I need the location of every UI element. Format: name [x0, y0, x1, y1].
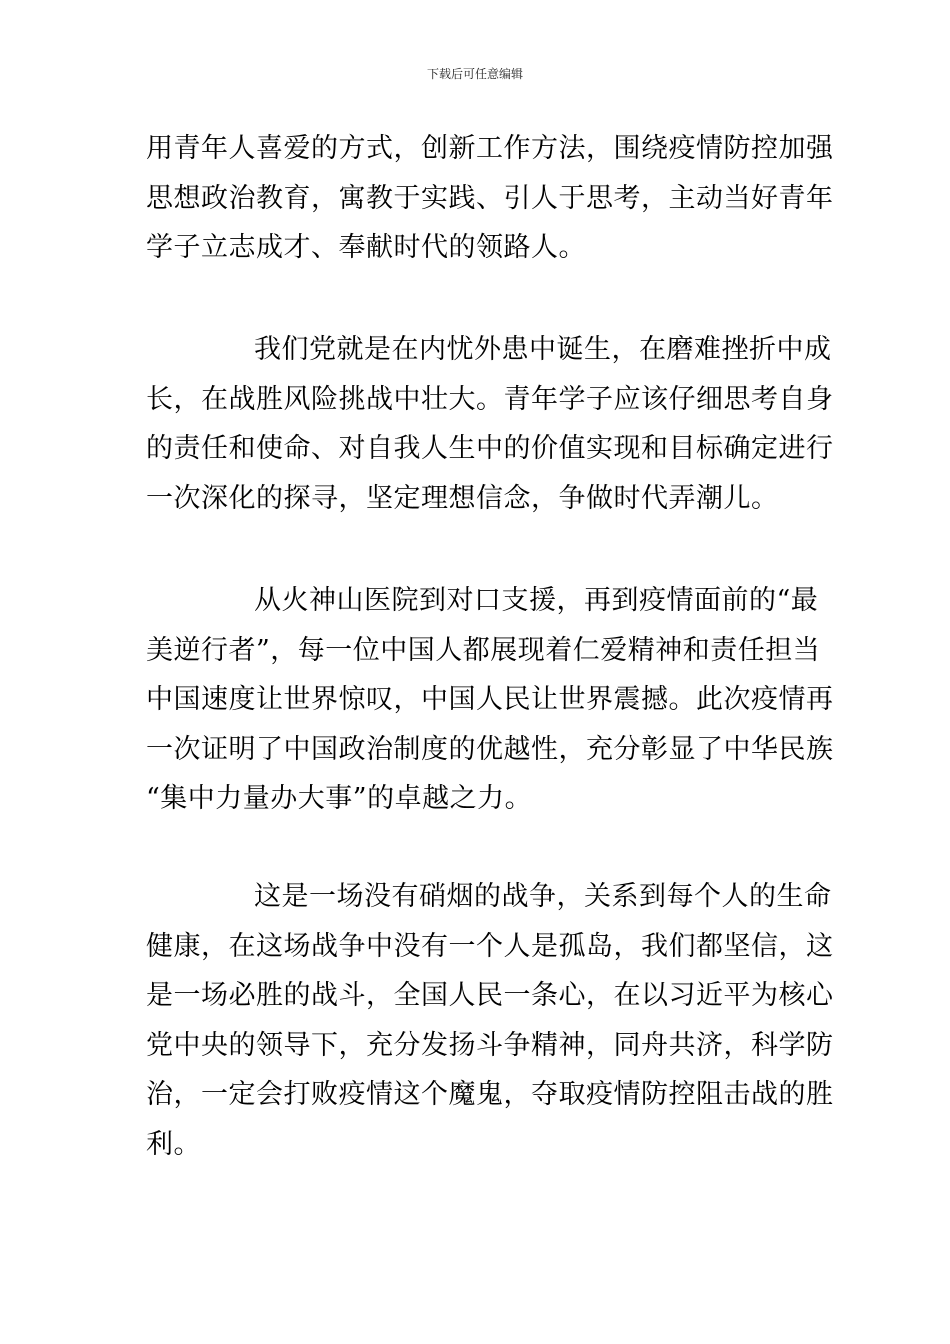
paragraph-line: 长，在战胜风险挑战中壮大。青年学子应该仔细思考自身	[146, 383, 834, 415]
paragraph-line: 用青年人喜爱的方式，创新工作方法，围绕疫情防控加强	[146, 133, 834, 164]
paragraph-line: 是一场必胜的战斗，全国人民一条心，在以习近平为核心	[146, 980, 834, 1011]
paragraph-line: 一次证明了中国政治制度的优越性，充分彰显了中华民族	[146, 733, 834, 765]
paragraph-line: 美逆行者”，每一位中国人都展现着仁爱精神和责任担当	[146, 634, 821, 666]
paragraph-3	[146, 576, 834, 824]
paragraph-line: 利。	[146, 1128, 201, 1160]
paragraph-line: 健康，在这场战争中没有一个人是孤岛，我们都坚信，这	[146, 930, 834, 962]
paragraph-line: 一次深化的探寻，坚定理想信念，争做时代弄潮儿。	[146, 482, 779, 514]
paragraph-line: 思想政治教育，寓教于实践、引人于思考，主动当好青年	[146, 182, 834, 214]
paragraph-1	[146, 124, 834, 273]
paragraph-line: 的责任和使命、对自我人生中的价值实现和目标确定进行	[146, 433, 834, 464]
paragraph-line: 学子立志成才、奉献时代的领路人。	[146, 232, 586, 263]
paragraph-line: 中国速度让世界惊叹，中国人民让世界震撼。此次疫情再	[146, 684, 834, 715]
paragraph-2	[146, 325, 834, 523]
paragraph-4	[146, 872, 834, 1169]
paragraph-line: 我们党就是在内忧外患中诞生，在磨难挫折中成	[254, 334, 832, 365]
paragraph-line: 从火神山医院到对口支援，再到疫情面前的“最	[254, 585, 819, 616]
paragraph-line: 党中央的领导下，充分发扬斗争精神，同舟共济，科学防	[146, 1029, 834, 1061]
page-header: 下载后可任意编辑	[426, 67, 523, 81]
paragraph-line: 这是一场没有硝烟的战争，关系到每个人的生命	[254, 881, 832, 912]
paragraph-line: “集中力量办大事”的卓越之力。	[146, 783, 533, 814]
paragraph-line: 治，一定会打败疫情这个魔鬼，夺取疫情防控阻击战的胜	[146, 1079, 834, 1110]
